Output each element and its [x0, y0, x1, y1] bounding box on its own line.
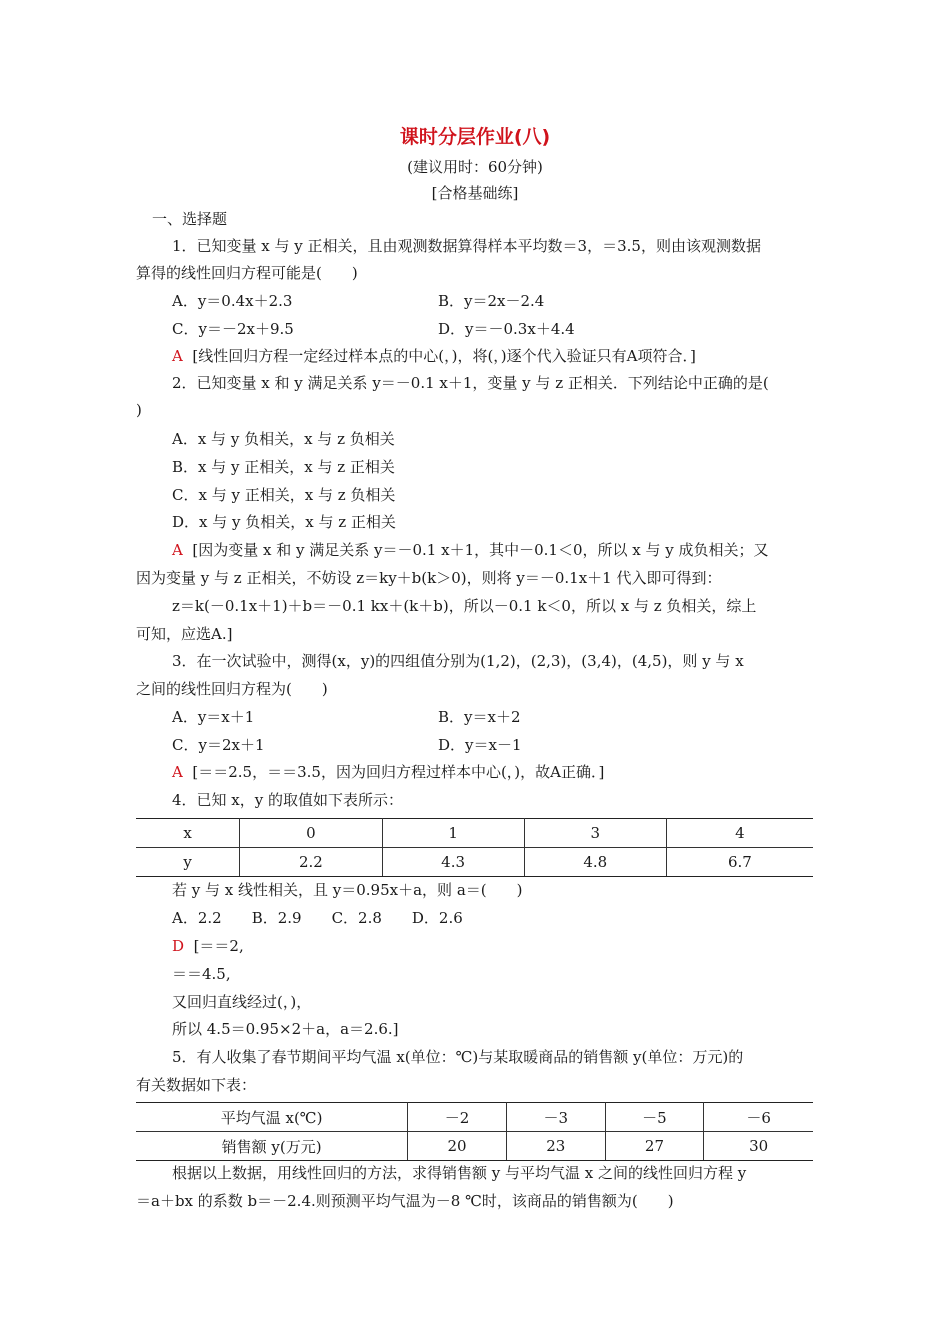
q1-answer — [172, 346, 696, 366]
table-cell: 0 — [240, 819, 382, 848]
table-cell: 23 — [506, 1132, 605, 1161]
table-cell: 4.8 — [524, 848, 666, 877]
table-row — [136, 1103, 813, 1132]
q1-option-c: C．y＝－2x＋9.5 — [172, 320, 294, 338]
q2-answer-letter: A — [172, 541, 183, 559]
section-heading: 一、选择题 — [152, 210, 228, 228]
q1-answer-explanation: [线性回归方程一定经过样本点的中心(，)，将(，)逐个代入验证只有A项符合．] — [192, 347, 696, 365]
q3-answer — [172, 762, 604, 782]
q2-answer-text1: [因为变量 x 和 y 满足关系 y＝－0.1 x＋1，其中－0.1＜0，所以 x 与 y 成负相关；又 — [192, 541, 769, 559]
table-cell: y — [136, 848, 240, 877]
q1-option-a: A．y＝0.4x＋2.3 — [172, 292, 293, 310]
q5-data-table — [136, 1102, 813, 1161]
q1-option-b: B．y＝2x－2.4 — [438, 292, 545, 310]
q4-answer-letter: D — [172, 937, 185, 955]
table-cell: 4.3 — [382, 848, 524, 877]
table-cell: －3 — [506, 1103, 605, 1132]
table-cell: 4 — [666, 819, 813, 848]
q3-option-a: A．y＝x＋1 — [172, 708, 255, 726]
table-cell: x — [136, 819, 240, 848]
q3-option-d: D．y＝x－1 — [438, 736, 522, 754]
q4-answer-text1: [＝＝2, — [193, 937, 244, 955]
q1-stem-line2: 算得的线性回归方程可能是( ) — [136, 264, 358, 282]
q4-answer-line1 — [172, 936, 244, 956]
q2-option-c: C．x 与 y 正相关，x 与 z 负相关 — [172, 486, 396, 504]
q4-stem-line2: 若 y 与 x 线性相关，且 y＝0.95x＋a，则 a＝( ) — [172, 881, 523, 899]
q5-stem-line3: 根据以上数据，用线性回归的方法，求得销售额 y 与平均气温 x 之间的线性回归方程 y — [172, 1164, 747, 1182]
q2-option-a: A．x 与 y 负相关，x 与 z 负相关 — [172, 430, 395, 448]
q2-stem-line1: 2．已知变量 x 和 y 满足关系 y＝－0.1 x＋1，变量 y 与 z 正相关．下列结论中正确的是( — [172, 374, 769, 392]
q5-stem-line1: 5．有人收集了春节期间平均气温 x(单位：℃)与某取暖商品的销售额 y(单位：万元)的 — [172, 1048, 744, 1066]
table-cell: －5 — [605, 1103, 704, 1132]
table-cell: －2 — [408, 1103, 507, 1132]
q3-stem-line2: 之间的线性回归方程为( ) — [136, 680, 328, 698]
table-cell: 3 — [524, 819, 666, 848]
table-cell: 1 — [382, 819, 524, 848]
q2-answer-line2: 因为变量 y 与 z 正相关，不妨设 z＝ky＋b(k＞0)，则将 y＝－0.1x＋1 代入即可得到： — [136, 569, 722, 587]
q4-answer-line2: ＝＝4.5, — [172, 965, 231, 983]
table-cell: 6.7 — [666, 848, 813, 877]
q4-answer-line4: 所以 4.5＝0.95×2＋a，a＝2.6.] — [172, 1020, 399, 1038]
q3-option-b: B．y＝x＋2 — [438, 708, 521, 726]
q5-stem-line2: 有关数据如下表： — [136, 1076, 257, 1094]
table-cell: 平均气温 x(℃) — [136, 1103, 408, 1132]
q3-answer-explanation: [＝＝2.5，＝＝3.5，因为回归方程过样本中心(，)，故A正确．] — [192, 763, 605, 781]
q2-answer-line3: z＝k(－0.1x＋1)＋b＝－0.1 kx＋(k＋b)，所以－0.1 k＜0，所以 x 与 z 负相关，综上 — [172, 597, 757, 615]
table-row — [136, 1132, 813, 1161]
table-cell: 27 — [605, 1132, 704, 1161]
q1-answer-letter: A — [172, 347, 183, 365]
table-row — [136, 848, 813, 877]
page-subtitle: (建议用时：60分钟) — [407, 158, 543, 176]
table-cell: 2.2 — [240, 848, 382, 877]
q3-answer-letter: A — [172, 763, 183, 781]
q4-stem-line1: 4．已知 x，y 的取值如下表所示： — [172, 791, 404, 809]
q4-answer-line3: 又回归直线经过(，)， — [172, 993, 312, 1011]
table-cell: 销售额 y(万元) — [136, 1132, 408, 1161]
q3-option-c: C．y＝2x＋1 — [172, 736, 265, 754]
q2-option-b: B．x 与 y 正相关，x 与 z 正相关 — [172, 458, 395, 476]
page-title: 课时分层作业(八) — [399, 126, 551, 148]
q5-stem-line4: ＝a＋bx 的系数 b＝－2.4.则预测平均气温为－8 ℃时，该商品的销售额为( ) — [136, 1192, 674, 1210]
q3-stem-line1: 3．在一次试验中，测得(x，y)的四组值分别为(1,2)，(2,3)，(3,4)，(4,5)，则 y 与 x — [172, 652, 744, 670]
table-row — [136, 819, 813, 848]
table-cell: －6 — [704, 1103, 813, 1132]
q4-data-table — [136, 818, 813, 877]
q4-options: A．2.2 B．2.9 C．2.8 D．2.6 — [172, 909, 463, 927]
q2-answer-line1 — [172, 540, 769, 560]
q2-stem-line2: ) — [136, 401, 142, 419]
q1-stem-line1: 1．已知变量 x 与 y 正相关，且由观测数据算得样本平均数＝3，＝3.5，则由该观测数据 — [172, 237, 761, 255]
level-label: [合格基础练] — [431, 184, 519, 202]
q2-option-d: D．x 与 y 负相关，x 与 z 正相关 — [172, 513, 396, 531]
q1-option-d: D．y＝－0.3x＋4.4 — [438, 320, 575, 338]
table-cell: 30 — [704, 1132, 813, 1161]
table-cell: 20 — [408, 1132, 507, 1161]
q2-answer-line4: 可知，应选A.] — [136, 625, 233, 643]
